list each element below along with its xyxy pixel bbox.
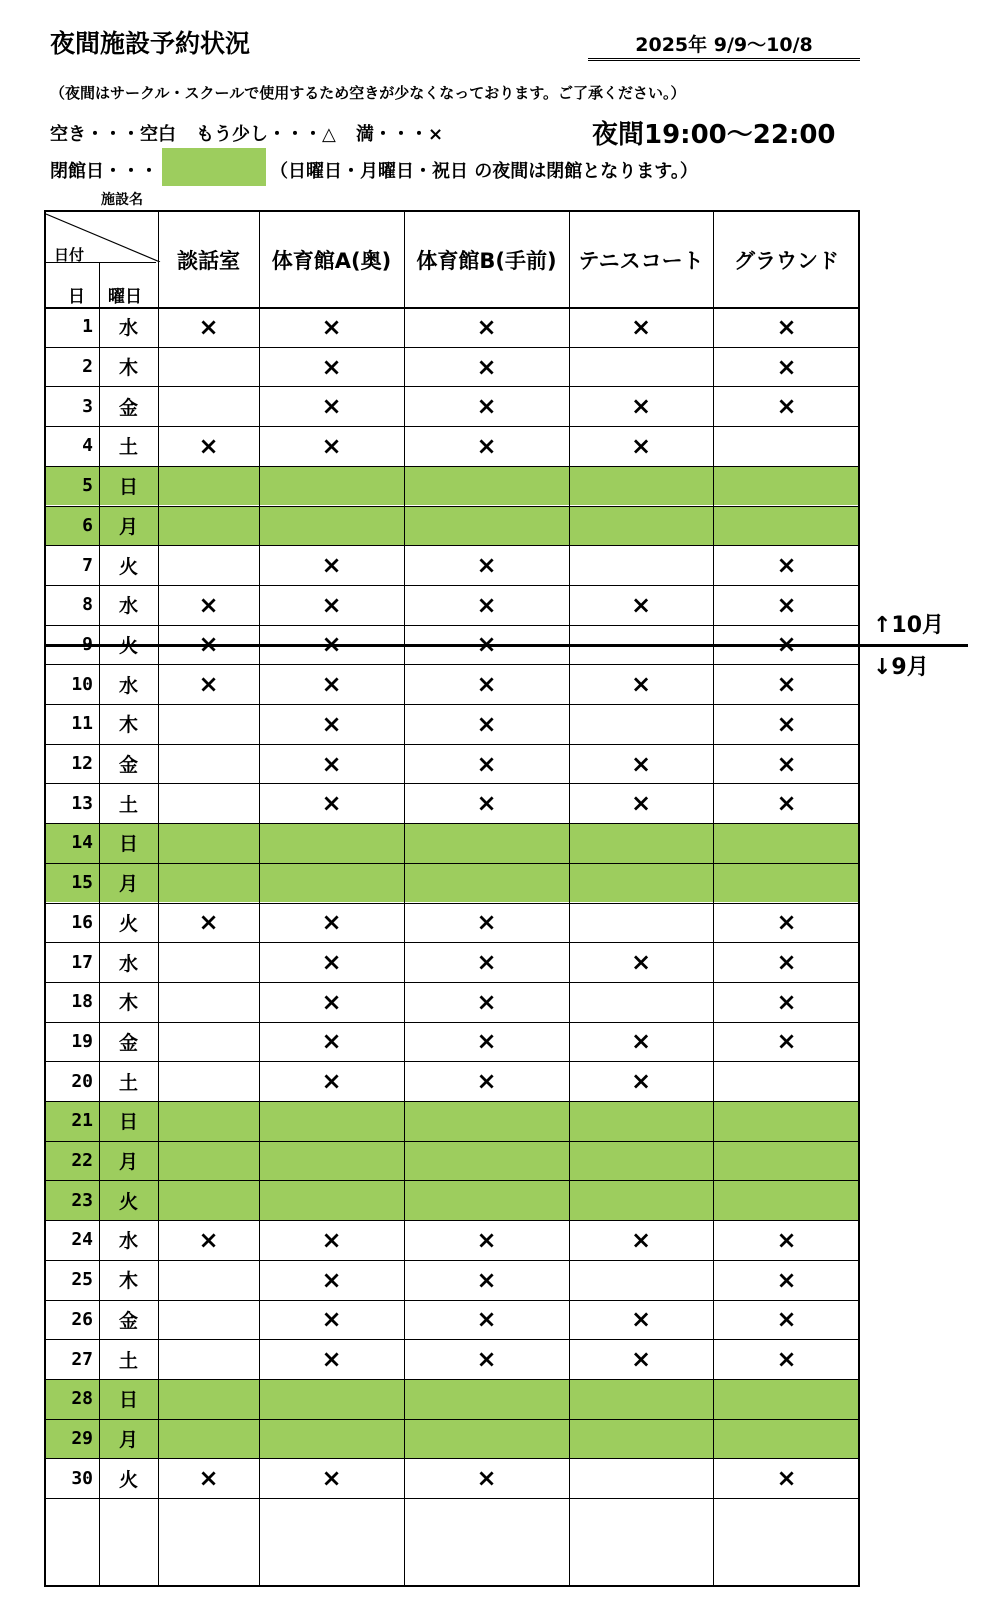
availability-cell: × [198,630,219,659]
availability-cell: × [630,789,652,818]
availability-cell [158,1180,259,1220]
row-weekday: 水 [118,674,138,697]
row-weekday: 月 [118,515,138,538]
availability-cell: × [630,1067,652,1096]
availability-cell: × [630,590,652,619]
availability-cell: × [476,1464,497,1493]
availability-cell [404,1101,569,1141]
row-weekday: 火 [118,634,138,657]
page-title: 夜間施設予約状況 [50,29,251,58]
availability-cell: × [776,1345,797,1374]
availability-cell [259,1141,404,1181]
availability-cell: × [776,789,797,818]
availability-cell [158,942,259,982]
availability-cell: × [321,709,342,738]
row-weekday: 日 [118,476,138,499]
availability-cell [569,1180,713,1220]
row-weekday: 木 [118,357,138,380]
availability-cell: × [476,630,497,659]
row-day-number: 28 [71,1388,93,1410]
availability-cell: × [321,630,342,659]
availability-cell: × [321,948,342,977]
usage-note: （夜間はサークル・スクールで使用するため空きが少なくなっております。ご了承ください。） [50,84,686,102]
availability-cell [404,466,569,506]
row-weekday: 火 [118,1190,138,1213]
reservation-table [44,210,860,1587]
row-day-number: 6 [82,514,93,536]
availability-cell: × [776,1464,797,1493]
availability-cell [158,1498,259,1538]
availability-cell [158,1061,259,1101]
row-day-number: 5 [82,475,93,497]
availability-cell [569,466,713,506]
availability-cell: × [321,392,342,421]
availability-cell [404,823,569,863]
availability-cell: × [198,590,219,619]
row-weekday: 水 [118,1230,138,1253]
availability-cell [569,347,713,387]
header-facility-3: 体育館B(手前) [416,248,557,273]
availability-cell: × [476,1345,497,1374]
availability-cell [569,1498,713,1538]
availability-cell: × [776,987,797,1016]
availability-cell [713,823,860,863]
availability-cell: × [776,312,797,341]
header-facility-5: グラウンド [734,248,839,273]
row-weekday: 日 [118,833,138,856]
row-day-number: 16 [71,911,93,933]
availability-cell: × [630,312,652,341]
availability-cell: × [476,431,497,460]
availability-cell: × [476,987,497,1016]
availability-cell [713,1419,860,1459]
availability-cell [158,1419,259,1459]
availability-cell [404,1379,569,1419]
availability-cell: × [321,431,342,460]
availability-cell [569,863,713,903]
availability-cell: × [476,789,497,818]
availability-cell: × [321,1464,342,1493]
availability-cell [404,1180,569,1220]
availability-cell: × [321,1345,342,1374]
availability-cell: × [776,1305,797,1334]
row-day-number: 22 [71,1150,93,1172]
availability-cell [259,1419,404,1459]
row-weekday: 火 [118,1468,138,1491]
availability-cell [158,1141,259,1181]
availability-cell: × [476,1067,497,1096]
row-weekday: 水 [118,595,138,618]
availability-cell [569,1458,713,1498]
availability-cell [158,1101,259,1141]
availability-cell [713,426,860,466]
facility-name-label: 施設名 [101,192,143,208]
availability-cell [158,1339,259,1379]
row-day-number: 18 [71,991,93,1013]
row-day-number: 30 [71,1467,93,1489]
availability-cell: × [476,908,497,937]
availability-cell: × [198,431,219,460]
availability-cell [569,982,713,1022]
row-day-number: 17 [71,951,93,973]
availability-cell: × [198,1464,219,1493]
row-day-number: 1 [82,316,93,338]
availability-cell [569,704,713,744]
availability-cell [158,1022,259,1062]
availability-cell: × [476,392,497,421]
row-day-number: 29 [71,1427,93,1449]
row-day-number: 27 [71,1348,93,1370]
availability-cell: × [198,1225,219,1254]
availability-cell [158,704,259,744]
row-day-number: 2 [82,356,93,378]
availability-cell [569,903,713,943]
row-weekday: 水 [118,317,138,340]
availability-cell [158,1260,259,1300]
availability-cell: × [476,551,497,580]
availability-cell: × [321,1305,342,1334]
row-weekday: 月 [118,1428,138,1451]
row-weekday: 金 [118,396,138,419]
row-weekday: 火 [118,555,138,578]
row-day-number: 24 [71,1229,93,1251]
availability-cell: × [630,948,652,977]
header-sub-line [46,262,156,263]
availability-cell [569,1141,713,1181]
availability-cell [713,1141,860,1181]
availability-cell: × [630,431,652,460]
closed-day-label: 閉館日・・・ [50,161,158,182]
header-date-label: 日付 [54,246,85,264]
availability-cell [569,506,713,546]
availability-cell: × [321,1265,342,1294]
availability-cell [404,506,569,546]
availability-cell: × [476,312,497,341]
availability-cell [259,1180,404,1220]
row-day-number: 13 [71,792,93,814]
availability-cell [158,783,259,823]
period-range: 2025年 9/9～10/8 [588,30,860,61]
row-weekday: 金 [118,754,138,777]
availability-cell: × [776,908,797,937]
availability-cell: × [321,551,342,580]
row-weekday: 水 [118,952,138,975]
header-facility-1: 談話室 [177,248,240,273]
availability-cell [713,1498,860,1538]
availability-cell: × [476,670,497,699]
availability-cell: × [630,749,652,778]
availability-cell [259,823,404,863]
row-weekday: 土 [118,436,138,459]
availability-cell: × [476,948,497,977]
availability-cell [713,1061,860,1101]
availability-cell [158,823,259,863]
row-day-number: 15 [71,872,93,894]
row-weekday: 日 [118,1389,138,1412]
header-weekday-label: 曜日 [108,287,142,307]
availability-cell [713,863,860,903]
availability-cell: × [321,670,342,699]
availability-cell: × [321,312,342,341]
availability-cell [158,744,259,784]
availability-cell [404,1419,569,1459]
row-weekday: 木 [118,992,138,1015]
availability-cell [259,506,404,546]
availability-cell: × [321,590,342,619]
row-day-number: 25 [71,1269,93,1291]
availability-cell: × [776,590,797,619]
month-label-october: ↑10月 [873,613,945,638]
availability-cell [158,1379,259,1419]
availability-cell [259,1498,404,1538]
availability-cell: × [776,1225,797,1254]
row-weekday: 金 [118,1309,138,1332]
availability-cell: × [476,1225,497,1254]
availability-cell [158,1300,259,1340]
availability-cell: × [476,1027,497,1056]
availability-cell: × [476,709,497,738]
row-weekday: 土 [118,1349,138,1372]
availability-cell: × [630,670,652,699]
row-day-number: 23 [71,1189,93,1211]
row-weekday: 木 [118,714,138,737]
availability-cell [158,347,259,387]
availability-cell: × [321,908,342,937]
row-day-number: 19 [71,1030,93,1052]
availability-cell: × [776,551,797,580]
closed-day-note: （日曜日・月曜日・祝日 の夜間は閉館となります。） [270,161,698,182]
availability-cell [569,545,713,585]
availability-cell: × [776,630,797,659]
availability-cell [259,466,404,506]
availability-cell [713,1379,860,1419]
availability-cell: × [321,749,342,778]
header-facility-4: テニスコート [578,248,704,273]
row-day-number: 26 [71,1308,93,1330]
availability-cell [259,1379,404,1419]
availability-cell [404,1141,569,1181]
availability-cell: × [198,908,219,937]
row-day-number: 4 [82,435,93,457]
availability-cell: × [630,1027,652,1056]
availability-cell [259,1101,404,1141]
availability-cell: × [630,1345,652,1374]
row-day-number: 11 [71,713,93,735]
night-hours: 夜間19:00～22:00 [592,120,836,150]
row-day-number: 3 [82,395,93,417]
row-day-number: 8 [82,594,93,616]
availability-cell: × [321,1027,342,1056]
availability-cell: × [630,1225,652,1254]
availability-cell: × [321,987,342,1016]
month-label-september: ↓9月 [873,655,929,680]
row-weekday: 月 [118,873,138,896]
availability-cell: × [321,352,342,381]
row-weekday [99,1498,158,1538]
availability-cell: × [776,1265,797,1294]
availability-cell [404,1498,569,1538]
legend-empty: 空き・・・空白 [50,124,176,145]
row-weekday: 木 [118,1270,138,1293]
availability-cell [569,1379,713,1419]
availability-cell: × [476,1305,497,1334]
month-divider-line [44,644,968,647]
availability-cell: × [776,392,797,421]
availability-cell: × [321,1067,342,1096]
availability-cell [158,863,259,903]
row-day-number: 7 [82,554,93,576]
availability-cell: × [321,1225,342,1254]
availability-cell [713,506,860,546]
availability-cell [569,1260,713,1300]
legend-full: 満・・・× [356,124,444,145]
availability-cell [713,466,860,506]
availability-cell: × [198,312,219,341]
header-facility-2: 体育館A(奥) [271,248,392,273]
availability-cell: × [630,1305,652,1334]
availability-cell: × [476,749,497,778]
row-day-number: 10 [71,673,93,695]
availability-cell [158,466,259,506]
availability-cell [158,386,259,426]
availability-cell [713,1101,860,1141]
row-day-number: 14 [71,832,93,854]
row-day-number: 20 [71,1070,93,1092]
availability-cell [713,1180,860,1220]
row-weekday: 土 [118,1071,138,1094]
availability-cell: × [776,352,797,381]
availability-cell: × [776,749,797,778]
availability-cell: × [776,670,797,699]
row-weekday: 月 [118,1151,138,1174]
availability-cell [569,1101,713,1141]
availability-cell [259,863,404,903]
row-weekday: 土 [118,793,138,816]
row-day-number [46,1498,99,1538]
availability-cell: × [630,392,652,421]
row-weekday: 日 [118,1111,138,1134]
availability-cell: × [476,352,497,381]
availability-cell: × [776,709,797,738]
availability-cell: × [476,590,497,619]
availability-cell: × [776,1027,797,1056]
availability-cell: × [776,948,797,977]
availability-cell: × [198,670,219,699]
availability-cell [158,545,259,585]
row-day-number: 9 [82,633,93,655]
availability-cell [158,506,259,546]
availability-cell: × [476,1265,497,1294]
header-day-label: 日 [68,287,85,307]
availability-cell [569,1419,713,1459]
row-day-number: 12 [71,753,93,775]
row-weekday: 金 [118,1031,138,1054]
availability-cell [404,863,569,903]
availability-cell: × [321,789,342,818]
availability-cell [569,823,713,863]
availability-cell [158,982,259,1022]
closed-color-swatch [162,148,266,186]
row-weekday: 火 [118,912,138,935]
legend-few: もう少し・・・△ [196,124,336,145]
row-day-number: 21 [71,1110,93,1132]
